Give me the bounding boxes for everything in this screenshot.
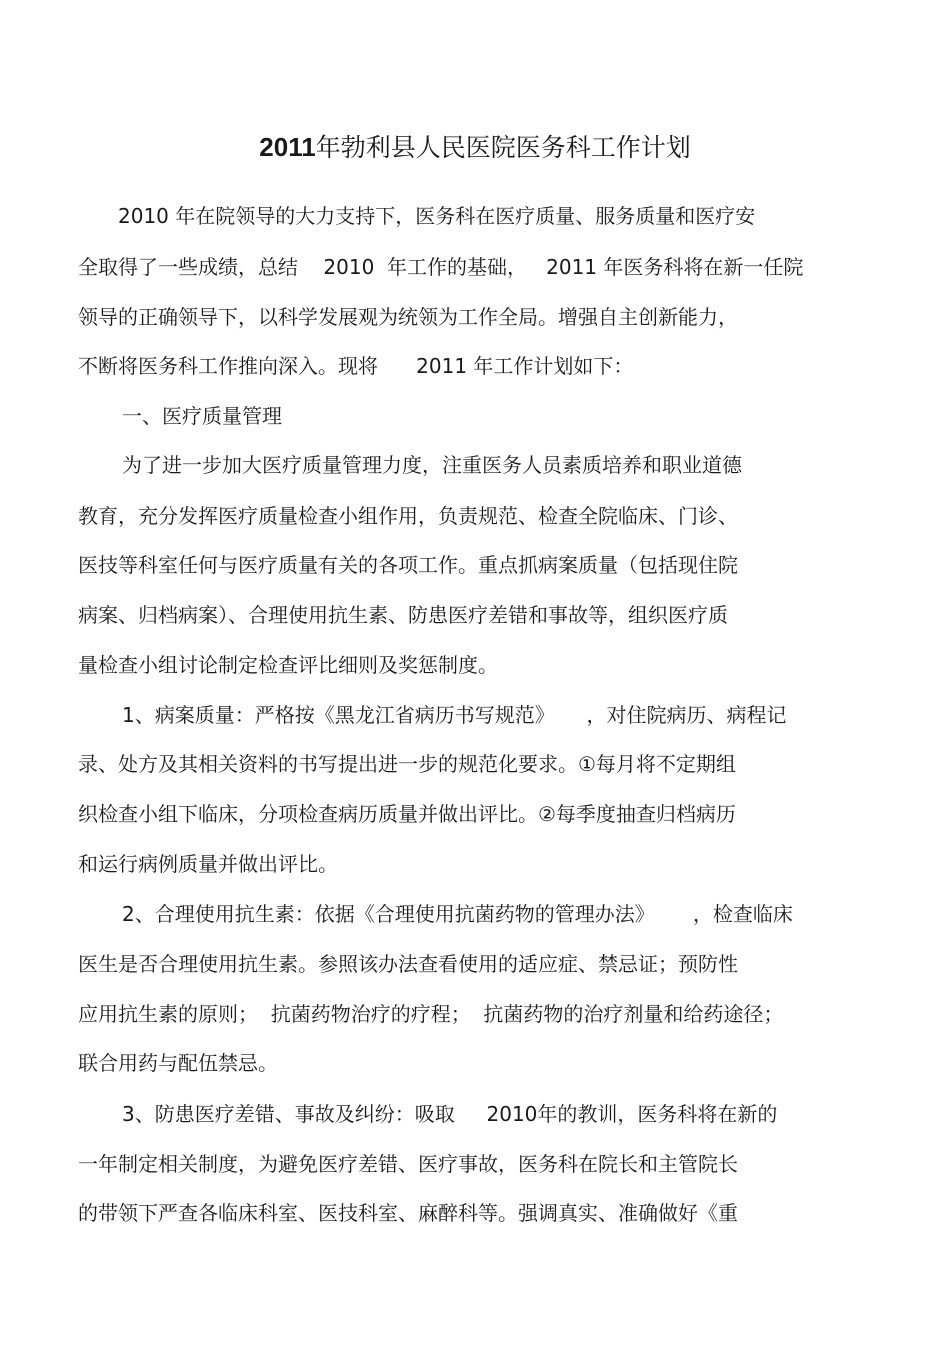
paragraph-line: 录、处方及其相关资料的书写提出进一步的规范化要求。①每月将不定期组 [78,752,736,776]
paragraph-line: 全取得了一些成绩，总结 2010 年工作的基础， 2011 年医务科将在新一任院 [78,255,804,279]
paragraph-line: 一年制定相关制度，为避免医疗差错、医疗事故，医务科在院长和主管院长 [78,1152,738,1176]
paragraph-line: 的带领下严查各临床科室、医技科室、麻醉科等。强调真实、准确做好《重 [78,1201,738,1225]
title-year: 2011 [259,132,316,162]
paragraph-line: 量检查小组讨论制定检查评比细则及奖惩制度。 [78,653,498,677]
paragraph-line: 2、合理使用抗生素：依据《合理使用抗菌药物的管理办法》 ，检查临床 [122,902,793,926]
paragraph-line: 应用抗生素的原则； 抗菌药物治疗的疗程； 抗菌药物的治疗剂量和给药途径； [78,1002,784,1026]
paragraph-line: 不断将医务科工作推向深入。现将 2011 年工作计划如下： [78,354,634,378]
paragraph-line: 教育，充分发挥医疗质量检查小组作用，负责规范、检查全院临床、门诊、 [78,504,738,528]
paragraph-line: 联合用药与配伍禁忌。 [78,1051,278,1075]
paragraph-line: 病案、归档病案）、合理使用抗生素、防患医疗差错和事故等，组织医疗质 [78,603,728,627]
document-title [0,127,950,168]
paragraph-line: 领导的正确领导下，以科学发展观为统领为工作全局。增强自主创新能力， [78,305,738,329]
paragraph-line: 3、防患医疗差错、事故及纠纷：吸取 2010年的教训，医务科将在新的 [122,1102,778,1126]
paragraph-line: 1、病案质量：严格按《黑龙江省病历书写规范》 ，对住院病历、病程记 [122,703,787,727]
paragraph-line: 织检查小组下临床，分项检查病历质量并做出评比。②每季度抽查归档病历 [78,802,736,826]
paragraph-line: 和运行病例质量并做出评比。 [78,852,338,876]
paragraph-line: 为了进一步加大医疗质量管理力度，注重医务人员素质培养和职业道德 [122,453,742,477]
paragraph-line: 医技等科室任何与医疗质量有关的各项工作。重点抓病案质量（包括现住院 [78,553,738,577]
paragraph-line: 2010 年在院领导的大力支持下，医务科在医疗质量、服务质量和医疗安 [118,204,756,228]
paragraph-line: 医生是否合理使用抗生素。参照该办法查看使用的适应症、禁忌证；预防性 [78,952,738,976]
section-heading: 一、医疗质量管理 [122,404,282,428]
title-text: 年勃利县人民医院医务科工作计划 [315,133,691,162]
